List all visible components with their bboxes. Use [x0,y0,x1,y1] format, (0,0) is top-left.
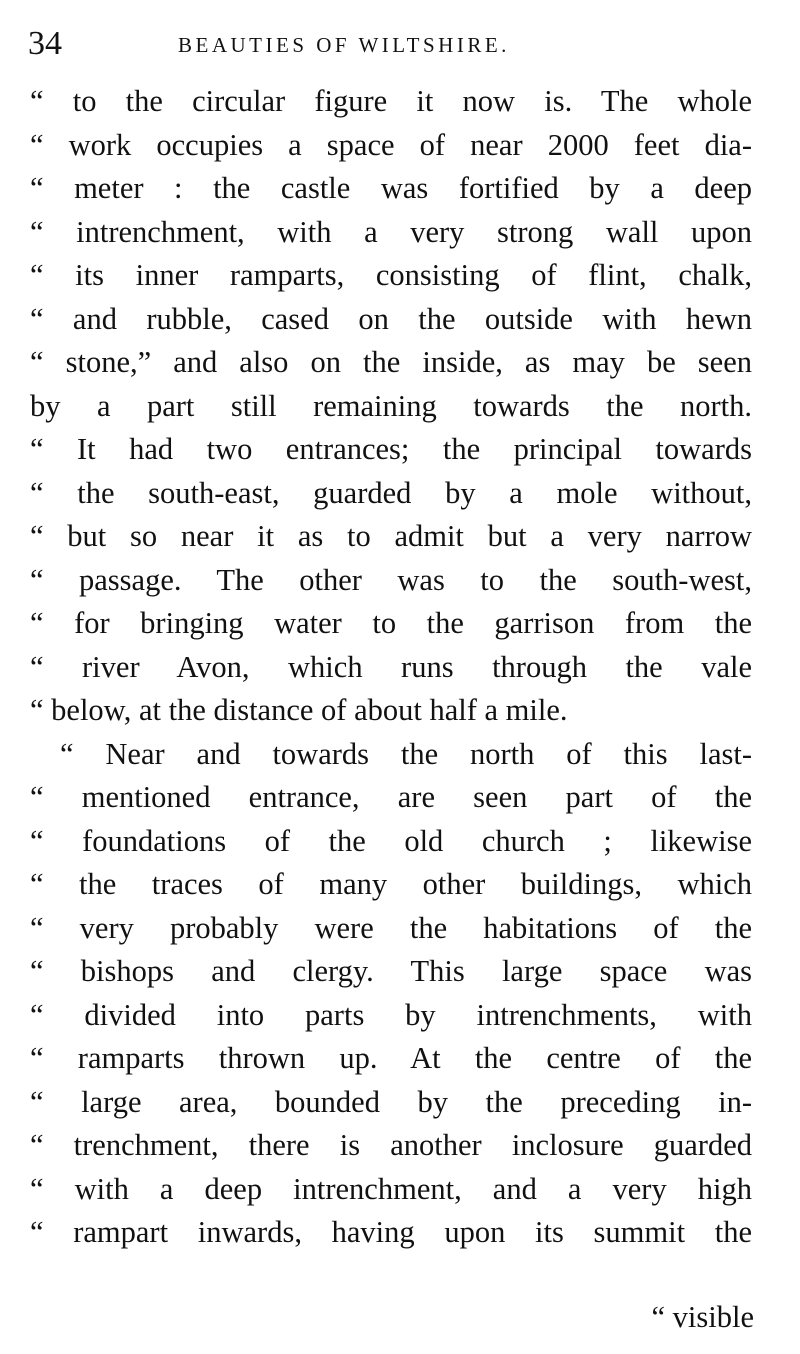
text-line: “ It had two entrances; the principal towards [30,432,752,466]
text-line: “ work occupies a space of near 2000 feet dia- [30,127,752,162]
text-line: by a part still remaining towards the north. [30,388,752,423]
text-line: “ divided into parts by intrenchments, with [30,997,752,1032]
text-line: “ with a deep intrenchment, and a very high [30,1171,752,1206]
text-line: “ river Avon, which runs through the vale [30,649,752,684]
text-line: “ passage. The other was to the south-west, [30,562,752,597]
text-line: “ the south-east, guarded by a mole without, [30,475,752,510]
text-line: “ large area, bounded by the preceding in- [30,1084,752,1119]
text-line: “ the traces of many other buildings, which [30,867,752,901]
text-line: “ to the circular figure it now is. The whole [30,84,752,118]
running-title: BEAUTIES OF WILTSHIRE. [178,33,510,57]
text-line: “ its inner ramparts, consisting of flint, chalk, [30,258,752,292]
page-number: 34 [28,25,62,62]
text-line: “ below, at the distance of about half a mile. [30,693,568,727]
body-text [30,80,752,1255]
text-line: “ mentioned entrance, are seen part of the [30,780,752,814]
text-line: “ stone,” and also on the inside, as may be seen [30,345,752,379]
text-line: “ trenchment, there is another inclosure guarded [30,1128,752,1162]
paragraph-start-line: “ Near and towards the north of this last- [60,736,752,771]
text-line: “ very probably were the habitations of the [30,910,752,945]
page-header [28,22,760,70]
text-line: “ and rubble, cased on the outside with hewn [30,301,752,336]
text-line: “ foundations of the old church ; likewise [30,823,752,858]
text-line: “ bishops and clergy. This large space was [30,954,752,988]
text-line: “ intrenchment, with a very strong wall upon [30,214,752,249]
text-line: “ but so near it as to admit but a very narrow [30,519,752,553]
text-line: “ meter : the castle was fortified by a deep [30,171,752,205]
text-line: “ rampart inwards, having upon its summit the [30,1215,752,1249]
text-line: “ ramparts thrown up. At the centre of the [30,1041,752,1075]
text-line: “ for bringing water to the garrison from the [30,606,752,640]
catchword: “ visible [651,1300,754,1334]
